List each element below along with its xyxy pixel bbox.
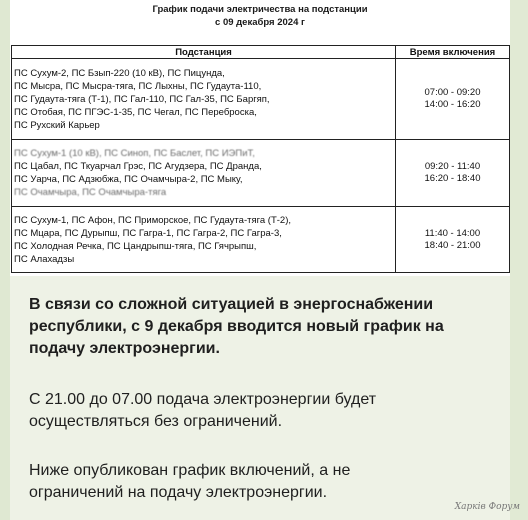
substation-line: ПС Очамчыра, ПС Очамчыра-тяга <box>14 187 167 198</box>
header-substation: Подстанция <box>12 46 396 59</box>
substation-line: ПС Мысра, ПС Мысра-тяга, ПС Лыхны, ПС Гудаута-110, <box>14 80 262 92</box>
table-row <box>12 207 510 273</box>
right-edge <box>510 0 528 520</box>
time-slot: 09:20 - 11:40 <box>424 161 481 172</box>
document-date: с 09 декабря 2024 г <box>215 17 305 28</box>
time-cell <box>396 207 510 273</box>
message-line: С 21.00 до 07.00 подача электроэнергии будет <box>29 391 377 408</box>
time-slot: 18:40 - 21:00 <box>424 239 481 251</box>
schedule-table <box>11 45 510 273</box>
document-title: График подачи электричества на подстанции <box>152 4 368 15</box>
substation-line: ПС Сухум-1, ПС Афон, ПС Приморское, ПС Гудаута-тяга (Т-2), <box>14 214 292 226</box>
substation-line: ПС Мцара, ПС Дурыпш, ПС Гагра-1, ПС Гагра-2, ПС Гагра-3, <box>14 227 282 239</box>
substation-line: ПС Холодная Речка, ПС Цандрыпш-тяга, ПС Гячрыпш, <box>14 240 257 252</box>
table-row <box>12 59 510 140</box>
time-cell <box>396 140 510 207</box>
message-line: подачу электроэнергии. <box>29 340 220 357</box>
substation-line: ПС Уарча, ПС Адзюбжа, ПС Очамчыра-2, ПС Мыку, <box>14 174 243 185</box>
time-slot: 07:00 - 09:20 <box>424 87 481 98</box>
substation-line: ПС Сухум-1 (10 кВ), ПС Синоп, ПС Баслет, ПС ИЭПиТ, <box>14 148 255 159</box>
message-paragraph <box>29 389 499 433</box>
left-edge <box>0 0 10 520</box>
schedule-document-image <box>10 0 510 276</box>
table-row <box>12 140 510 207</box>
time-cell <box>396 59 510 140</box>
message-paragraph <box>29 460 499 504</box>
substation-list <box>12 207 396 273</box>
message-line: республики, с 9 декабря вводится новый график на <box>29 318 444 335</box>
substation-line: ПС Цабал, ПС Ткуарчал Грэс, ПС Агудзера, ПС Дранда, <box>14 161 262 172</box>
substation-line: ПС Алахадзы <box>14 253 75 265</box>
substation-line: ПС Отобая, ПС ПГЭС-1-35, ПС Чегал, ПС Переброска, <box>14 106 257 118</box>
message-bold-paragraph <box>29 294 499 360</box>
watermark: Харків Форум <box>454 502 520 512</box>
message-line: В связи со сложной ситуацией в энергоснабжении <box>29 296 434 313</box>
header-time: Время включения <box>396 46 510 59</box>
substation-line: ПС Гудаута-тяга (Т-1), ПС Гал-110, ПС Гал-35, ПС Баргяп, <box>14 93 270 105</box>
message-line: ограничений на подачу электроэнергии. <box>29 484 328 501</box>
substation-line: ПС Сухум-2, ПС Бзып-220 (10 кВ), ПС Пицунда, <box>14 67 225 79</box>
substation-list <box>12 140 396 207</box>
time-slot: 14:00 - 16:20 <box>424 99 481 110</box>
time-slot: 11:40 - 14:00 <box>424 227 481 239</box>
substation-line: ПС Рухский Карьер <box>14 119 100 131</box>
substation-list <box>12 59 396 140</box>
time-slot: 16:20 - 18:40 <box>424 173 481 184</box>
message-line: Ниже опубликован график включений, а не <box>29 462 351 479</box>
message-line: осуществляться без ограничений. <box>29 413 283 430</box>
table-header-row <box>12 46 510 59</box>
